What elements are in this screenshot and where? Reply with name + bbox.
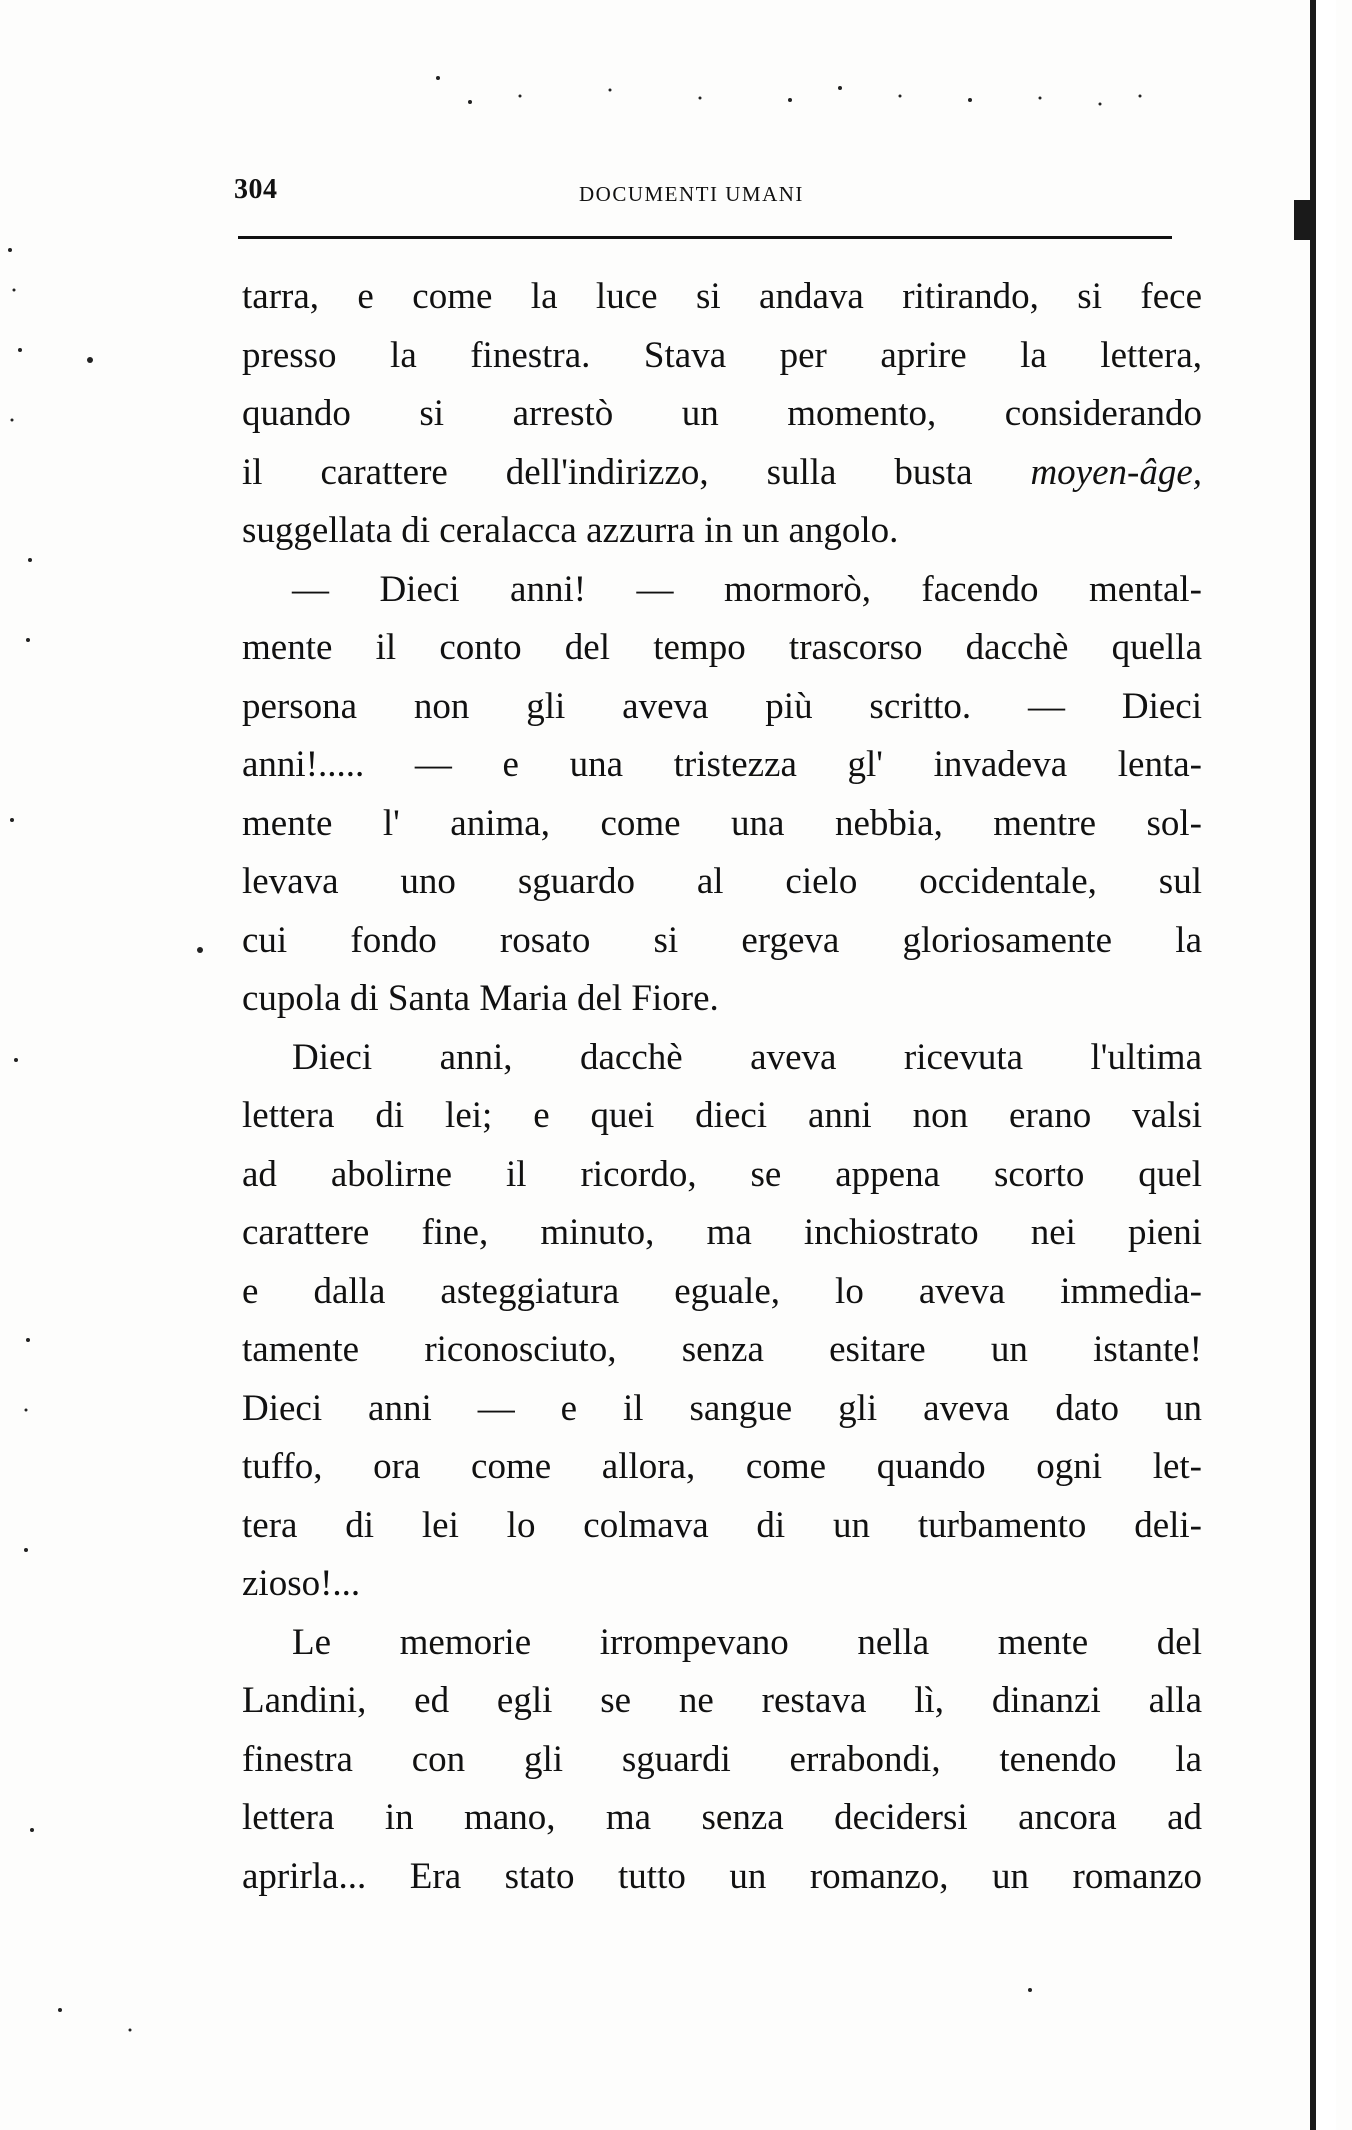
text-line: — Dieci anni! — mormorò, facendo mental- [292,568,1202,610]
text-line: zioso!... [242,1563,361,1604]
page-edge-shadow [1310,0,1336,2130]
running-head [234,174,1170,214]
text-line: tamente riconosciuto, senza esitare un istante! [242,1329,1202,1370]
text-line-segment: il carattere dell'indirizzo, sulla busta [242,451,1031,493]
text-line: ad abolirne il ricordo, se appena scorto quel [242,1153,1202,1195]
text-line: e dalla asteggiatura eguale, lo aveva immedia- [242,1270,1202,1312]
text-line: finestra con gli sguardi errabondi, tenendo la [242,1738,1202,1780]
text-line: lettera in mano, ma senza decidersi ancora ad [242,1797,1202,1838]
text-line: quando si arrestò un momento, considerando [242,393,1202,434]
text-line-with-italic [242,444,1202,503]
text-line: cupola di Santa Maria del Fiore. [242,978,719,1019]
text-line: anni!..... — e una tristezza gl' invadeva lenta- [242,744,1202,785]
page-number: 304 [234,174,278,205]
text-line: Le memorie irrompevano nella mente del [292,1621,1202,1663]
header-rule [238,236,1172,239]
text-line: aprirla... Era stato tutto un romanzo, un romanzo [242,1855,1202,1897]
text-line: mente il conto del tempo trascorso dacchè quella [242,627,1202,668]
italic-phrase: moyen-âge, [1030,451,1202,493]
text-line: suggellata di ceralacca azzurra in un angolo. [242,510,899,551]
text-line: carattere fine, minuto, ma inchiostrato nei pieni [242,1212,1202,1253]
text-line: Dieci anni, dacchè aveva ricevuta l'ultima [292,1036,1202,1078]
text-line: presso la finestra. Stava per aprire la lettera, [242,334,1202,376]
text-line: tarra, e come la luce si andava ritirando, si fece [242,276,1202,317]
body-text [242,268,1202,1906]
running-title: DOCUMENTI UMANI [579,182,804,206]
text-line: lettera di lei; e quei dieci anni non erano valsi [242,1095,1202,1136]
text-line: Landini, ed egli se ne restava lì, dinanzi alla [242,1680,1202,1721]
text-line: tuffo, ora come allora, come quando ogni let- [242,1446,1202,1487]
text-line: tera di lei lo colmava di un turbamento deli- [242,1504,1202,1546]
text-line: cui fondo rosato si ergeva gloriosamente la [242,919,1202,961]
page-edge-notch [1294,200,1310,240]
text-line: levava uno sguardo al cielo occidentale, sul [242,861,1202,902]
text-line: persona non gli aveva più scritto. — Dieci [242,685,1202,727]
text-line: mente l' anima, come una nebbia, mentre sol- [242,802,1202,844]
text-line: Dieci anni — e il sangue gli aveva dato un [242,1387,1202,1429]
